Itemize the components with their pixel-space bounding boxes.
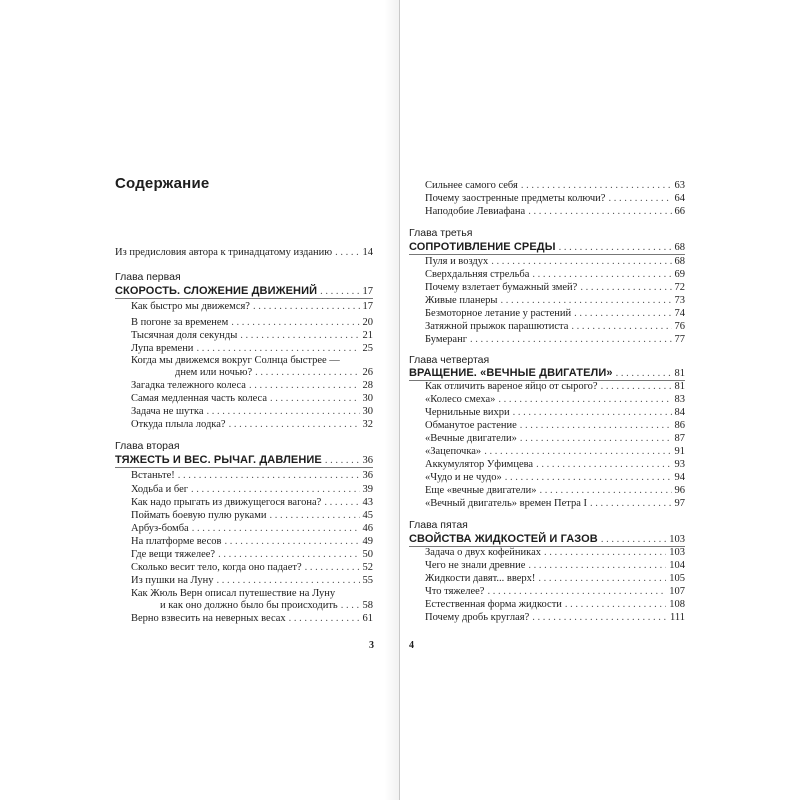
dot-leader — [324, 497, 359, 509]
toc-entry-page: 96 — [674, 485, 685, 496]
toc-entry-title: На платформе весов — [131, 536, 222, 547]
toc-entry — [425, 472, 685, 484]
dot-leader — [498, 394, 671, 406]
toc-entry-title: Почему взлетает бумажный змей? — [425, 282, 578, 293]
toc-entry-page: 63 — [674, 180, 685, 191]
dot-leader — [249, 380, 360, 392]
toc-entry-title: Еще «вечные двигатели» — [425, 485, 537, 496]
dot-leader — [540, 485, 672, 497]
toc-entry — [425, 433, 685, 445]
dot-leader — [528, 206, 671, 218]
dot-leader — [269, 510, 359, 522]
toc-entry-page: 55 — [362, 575, 373, 586]
dot-leader — [590, 498, 671, 510]
dot-leader — [565, 599, 666, 611]
toc-entry — [425, 407, 685, 419]
chapter-label: Глава четвертая — [409, 354, 490, 366]
toc-entry-page: 14 — [362, 247, 373, 258]
toc-entry-title: «Вечный двигатель» времен Петра I — [425, 498, 588, 509]
toc-entry — [131, 536, 373, 548]
toc-entry — [160, 600, 373, 612]
toc-entry — [131, 549, 373, 561]
toc-entry — [425, 599, 685, 611]
toc-entry — [425, 446, 685, 458]
toc-entry — [425, 394, 685, 406]
dot-leader — [470, 334, 671, 346]
toc-entry — [131, 317, 373, 329]
dot-leader — [270, 393, 359, 405]
chapter-heading-title: СВОЙСТВА ЖИДКОСТЕЙ И ГАЗОВ — [409, 533, 598, 545]
toc-entry-title: Как быстро мы движемся? — [131, 301, 250, 312]
chapter-heading-title: СОПРОТИВЛЕНИЕ СРЕДЫ — [409, 241, 556, 253]
toc-entry-page: 94 — [674, 472, 685, 483]
toc-entry-preface — [115, 247, 373, 259]
toc-entry-title: Почему дробь круглая? — [425, 612, 530, 623]
toc-entry — [425, 573, 685, 585]
toc-entry — [425, 547, 685, 559]
toc-entry — [131, 343, 373, 355]
chapter-heading-page: 81 — [674, 368, 685, 379]
toc-entry — [425, 256, 685, 268]
toc-entry-title: Где вещи тяжелее? — [131, 549, 216, 560]
dot-leader — [500, 295, 671, 307]
toc-entry — [131, 470, 373, 482]
chapter-heading-title: СКОРОСТЬ. СЛОЖЕНИЕ ДВИЖЕНИЙ — [115, 285, 318, 297]
toc-entry — [131, 419, 373, 431]
toc-entry-title: Тысячная доля секунды — [131, 330, 238, 341]
dot-leader — [229, 419, 360, 431]
toc-entry-title: Жидкости давят... вверх! — [425, 573, 536, 584]
chapter-heading-title: ТЯЖЕСТЬ И ВЕС. РЫЧАГ. ДАВЛЕНИЕ — [115, 454, 322, 466]
chapter-label: Глава пятая — [409, 519, 468, 531]
toc-entry — [425, 560, 685, 572]
book-spine — [399, 0, 400, 800]
toc-entry-page: 49 — [362, 536, 373, 547]
toc-entry-title: Поймать боевую пулю руками — [131, 510, 267, 521]
chapter-heading-page: 36 — [362, 455, 373, 466]
dot-leader — [521, 180, 672, 192]
dot-leader — [289, 613, 360, 625]
toc-entry — [425, 206, 685, 218]
dot-leader — [487, 586, 666, 598]
toc-entry-title: Аккумулятор Уфимцева — [425, 459, 534, 470]
toc-entry-title: Задача не шутка — [131, 406, 204, 417]
toc-entry-page: 74 — [674, 308, 685, 319]
toc-entry — [131, 523, 373, 535]
toc-entry-page: 91 — [674, 446, 685, 457]
toc-entry-page: 76 — [674, 321, 685, 332]
page-number: 4 — [409, 640, 414, 651]
toc-entry-title: Обманутое растение — [425, 420, 517, 431]
dot-leader — [192, 523, 360, 535]
toc-entry-page: 50 — [362, 549, 373, 560]
toc-entry-title: Затяжной прыжок парашютиста — [425, 321, 569, 332]
toc-entry-page: 58 — [362, 600, 373, 611]
dot-leader — [538, 573, 666, 585]
toc-entry-title: Как отличить вареное яйцо от сырого? — [425, 381, 598, 392]
toc-entry — [425, 459, 685, 471]
toc-entry-title: Откуда плыла лодка? — [131, 419, 226, 430]
toc-entry-page: 84 — [674, 407, 685, 418]
toc-entry-page: 46 — [362, 523, 373, 534]
dot-leader — [528, 560, 666, 572]
toc-entry-page: 105 — [669, 573, 685, 584]
toc-entry-page: 68 — [674, 256, 685, 267]
dot-leader — [616, 368, 672, 380]
toc-entry-page: 81 — [674, 381, 685, 392]
chapter-heading-page: 68 — [674, 242, 685, 253]
dot-leader — [207, 406, 360, 418]
dot-leader — [253, 301, 360, 313]
toc-entry-page: 69 — [674, 269, 685, 280]
dot-leader — [320, 286, 359, 298]
dot-leader — [520, 433, 672, 445]
toc-entry — [425, 308, 685, 320]
dot-leader — [505, 472, 672, 484]
toc-entry-title: Арбуз-бомба — [131, 523, 189, 534]
toc-entry-title: «Вечные двигатели» — [425, 433, 517, 444]
dot-leader — [224, 536, 359, 548]
toc-entry-page: 83 — [674, 394, 685, 405]
toc-entry-title: Чего не знали древние — [425, 560, 526, 571]
toc-entry — [425, 381, 685, 393]
toc-entry-title: «Чудо и не чудо» — [425, 472, 502, 483]
toc-entry-title: Когда мы движемся вокруг Солнца быстрее — — [131, 355, 340, 366]
dot-leader — [255, 367, 359, 379]
dot-leader — [341, 600, 360, 612]
toc-entry-page: 30 — [362, 406, 373, 417]
toc-entry-title: Безмоторное летание у растений — [425, 308, 572, 319]
toc-entry — [131, 393, 373, 405]
toc-entry-page: 26 — [362, 367, 373, 378]
dot-leader — [191, 484, 359, 496]
toc-entry-title: Бумеранг — [425, 334, 468, 345]
dot-leader — [325, 455, 360, 467]
toc-entry-title: Сильнее самого себя — [425, 180, 518, 191]
toc-entry-title: днем или ночью? — [175, 367, 253, 378]
chapter-heading — [409, 367, 685, 380]
spine-shadow — [384, 0, 399, 800]
toc-entry-page: 17 — [362, 301, 373, 312]
toc-entry-title: Встаньте! — [131, 470, 175, 481]
toc-entry — [425, 612, 685, 624]
dot-leader — [335, 247, 359, 259]
toc-entry-title: Как Жюль Верн описал путешествие на Луну — [131, 588, 336, 599]
toc-entry-title: Живые планеры — [425, 295, 498, 306]
toc-entry-page: 45 — [362, 510, 373, 521]
toc-entry-page: 36 — [362, 470, 373, 481]
dot-leader — [536, 459, 671, 471]
toc-entry — [425, 334, 685, 346]
toc-entry-page: 107 — [669, 586, 685, 597]
dot-leader — [544, 547, 666, 559]
toc-entry-page: 77 — [674, 334, 685, 345]
toc-entry-page: 39 — [362, 484, 373, 495]
dot-leader — [520, 420, 672, 432]
toc-entry-page: 72 — [674, 282, 685, 293]
toc-entry-title: Естественная форма жидкости — [425, 599, 562, 610]
toc-entry-page: 64 — [674, 193, 685, 204]
toc-entry — [425, 498, 685, 510]
toc-entry-page: 30 — [362, 393, 373, 404]
toc-entry — [425, 321, 685, 333]
dot-leader — [601, 534, 666, 546]
chapter-heading — [409, 533, 685, 546]
toc-entry — [131, 330, 373, 342]
toc-entry-title: «Зацепочка» — [425, 446, 482, 457]
toc-entry-title: Пуля и воздух — [425, 256, 489, 267]
toc-entry-page: 111 — [670, 612, 685, 623]
dot-leader — [491, 256, 671, 268]
chapter-heading — [115, 454, 373, 467]
toc-entry — [425, 295, 685, 307]
toc-entry — [175, 367, 373, 379]
dot-leader — [532, 612, 667, 624]
toc-entry-page: 43 — [362, 497, 373, 508]
toc-entry — [131, 380, 373, 392]
dot-leader — [608, 193, 671, 205]
toc-entry — [425, 485, 685, 497]
toc-entry-title: Сверхдальняя стрельба — [425, 269, 530, 280]
chapter-label: Глава вторая — [115, 440, 180, 452]
chapter-underline — [115, 467, 373, 468]
toc-entry-title: Почему заостренные предметы колючи? — [425, 193, 606, 204]
toc-entry-page: 86 — [674, 420, 685, 431]
toc-entry-page: 28 — [362, 380, 373, 391]
toc-entry-page: 97 — [674, 498, 685, 509]
dot-leader — [240, 330, 359, 342]
chapter-heading — [409, 241, 685, 254]
dot-leader — [196, 343, 359, 355]
dot-leader — [218, 549, 359, 561]
toc-entry-title: Лупа времени — [131, 343, 194, 354]
toc-entry — [131, 562, 373, 574]
chapter-heading — [115, 285, 373, 298]
dot-leader — [580, 282, 671, 294]
toc-entry — [425, 586, 685, 598]
toc-entry-title: Загадка тележного колеса — [131, 380, 246, 391]
toc-entry-page: 104 — [669, 560, 685, 571]
dot-leader — [178, 470, 360, 482]
toc-entry — [425, 193, 685, 205]
dot-leader — [484, 446, 671, 458]
toc-entry-page: 87 — [674, 433, 685, 444]
toc-entry-page: 103 — [669, 547, 685, 558]
chapter-heading-title: ВРАЩЕНИЕ. «ВЕЧНЫЕ ДВИГАТЕЛИ» — [409, 367, 613, 379]
toc-entry-title: Как надо прыгать из движущегося вагона? — [131, 497, 322, 508]
dot-leader — [532, 269, 671, 281]
toc-entry — [131, 575, 373, 587]
toc-entry — [425, 180, 685, 192]
toc-entry-title: Из предисловия автора к тринадцатому изданию — [115, 247, 333, 258]
chapter-label: Глава третья — [409, 227, 473, 239]
toc-entry-page: 61 — [362, 613, 373, 624]
toc-entry-title: и как оно должно было бы происходить — [160, 600, 338, 611]
chapter-heading-page: 17 — [362, 286, 373, 297]
toc-entry-page: 52 — [362, 562, 373, 573]
toc-entry-page: 32 — [362, 419, 373, 430]
toc-entry-title: Самая медленная часть колеса — [131, 393, 268, 404]
toc-entry-title: Верно взвесить на неверных весах — [131, 613, 286, 624]
dot-leader — [571, 321, 671, 333]
toc-entry-title: Ходьба и бег — [131, 484, 189, 495]
chapter-underline — [409, 254, 685, 255]
dot-leader — [305, 562, 360, 574]
toc-entry-page: 66 — [674, 206, 685, 217]
toc-entry-page: 93 — [674, 459, 685, 470]
toc-entry — [425, 269, 685, 281]
toc-entry-page: 21 — [362, 330, 373, 341]
toc-entry-title: Из пушки на Луну — [131, 575, 214, 586]
toc-entry-title: Наподобие Левиафана — [425, 206, 526, 217]
dot-leader — [231, 317, 359, 329]
toc-entry — [131, 301, 373, 313]
page-number: 3 — [369, 640, 374, 651]
toc-entry-page: 25 — [362, 343, 373, 354]
toc-entry — [131, 406, 373, 418]
chapter-label: Глава первая — [115, 271, 181, 283]
dot-leader — [574, 308, 671, 320]
contents-title: Содержание — [115, 175, 210, 192]
dot-leader — [217, 575, 360, 587]
toc-entry — [425, 282, 685, 294]
dot-leader — [559, 242, 672, 254]
chapter-heading-page: 103 — [669, 534, 685, 545]
toc-entry-title: Сколько весит тело, когда оно падает? — [131, 562, 302, 573]
dot-leader — [513, 407, 672, 419]
toc-entry — [131, 497, 373, 509]
toc-entry-title: Задача о двух кофейниках — [425, 547, 542, 558]
toc-entry — [131, 484, 373, 496]
toc-entry-page: 73 — [674, 295, 685, 306]
dot-leader — [601, 381, 672, 393]
toc-entry-page: 108 — [669, 599, 685, 610]
toc-entry — [425, 420, 685, 432]
toc-entry-page: 20 — [362, 317, 373, 328]
chapter-underline — [115, 298, 373, 299]
toc-entry-title: Чернильные вихри — [425, 407, 510, 418]
toc-entry — [131, 613, 373, 625]
toc-entry-title: «Колесо смеха» — [425, 394, 496, 405]
toc-entry — [131, 510, 373, 522]
toc-entry-title: Что тяжелее? — [425, 586, 485, 597]
toc-entry-title: В погоне за временем — [131, 317, 229, 328]
